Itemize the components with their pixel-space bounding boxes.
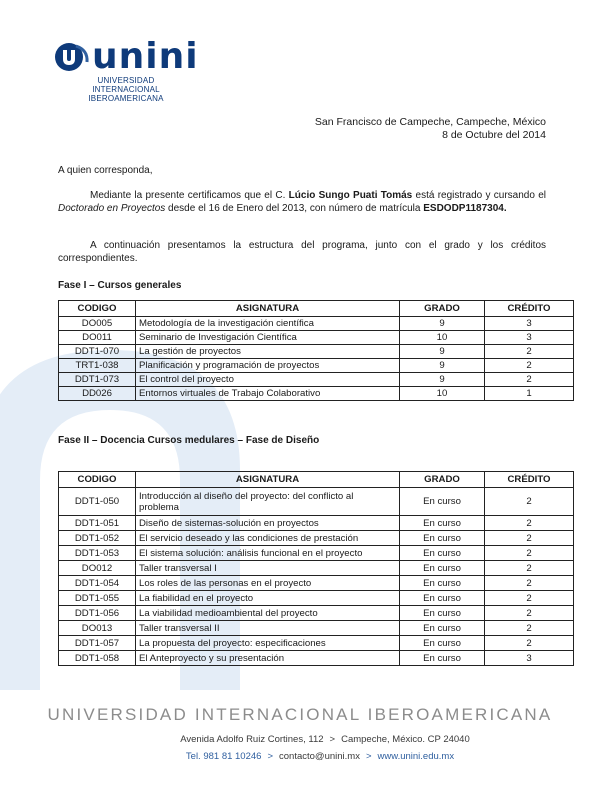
footer-university-name: UNIVERSIDAD INTERNACIONAL IBEROAMERICANA [47, 705, 553, 724]
cell-credit: 2 [485, 546, 574, 561]
phase2-title: Fase II – Docencia Cursos medulares – Fase de Diseño [58, 435, 320, 446]
cell-code: TRT1-038 [59, 359, 136, 373]
cell-subject: El sistema solución: análisis funcional en el proyecto [136, 546, 400, 561]
table-row [59, 606, 574, 621]
place: San Francisco de Campeche, Campeche, México [314, 116, 546, 128]
cell-credit: 2 [485, 516, 574, 531]
cell-subject: La gestión de proyectos [136, 345, 400, 359]
cell-code: DO012 [59, 561, 136, 576]
cell-code: DD026 [59, 387, 136, 401]
cell-credit: 2 [485, 359, 574, 373]
cell-grade: En curso [400, 636, 485, 651]
cell-grade: En curso [400, 591, 485, 606]
cell-code: DDT1-056 [59, 606, 136, 621]
table-row [59, 331, 574, 345]
cell-grade: En curso [400, 621, 485, 636]
cell-subject: El servicio deseado y las condiciones de prestación [136, 531, 400, 546]
table-row [59, 488, 574, 516]
footer-website[interactable]: www.unini.edu.mx [377, 751, 455, 762]
footer-email[interactable]: contacto@unini.mx [279, 751, 360, 762]
header-code: CODIGO [59, 472, 136, 488]
cell-credit: 2 [485, 561, 574, 576]
cell-subject: El control del proyecto [136, 373, 400, 387]
table-row [59, 546, 574, 561]
table-row [59, 359, 574, 373]
cell-subject: Planificación y programación de proyectos [136, 359, 400, 373]
cell-subject: Introducción al diseño del proyecto: del conflicto al problema [136, 488, 400, 516]
cell-grade: En curso [400, 561, 485, 576]
cell-credit: 2 [485, 591, 574, 606]
table-row [59, 561, 574, 576]
header-credit: CRÉDITO [485, 301, 574, 317]
cell-grade: En curso [400, 546, 485, 561]
cell-code: DDT1-058 [59, 651, 136, 666]
cell-grade: En curso [400, 651, 485, 666]
table-row [59, 345, 574, 359]
cell-subject: Taller transversal II [136, 621, 400, 636]
table-row [59, 591, 574, 606]
table-header-row [59, 472, 574, 488]
cell-credit: 3 [485, 651, 574, 666]
cell-grade: 9 [400, 359, 485, 373]
header-grade: GRADO [400, 301, 485, 317]
cell-code: DDT1-057 [59, 636, 136, 651]
cell-code: DDT1-051 [59, 516, 136, 531]
cell-subject: El Anteproyecto y su presentación [136, 651, 400, 666]
cell-grade: 10 [400, 387, 485, 401]
cell-code: DDT1-054 [59, 576, 136, 591]
structure-intro-paragraph: A continuación presentamos la estructura del programa, junto con el grado y los créditos correspondientes. [58, 240, 546, 264]
place-and-date [315, 116, 546, 142]
cell-subject: Los roles de las personas en el proyecto [136, 576, 400, 591]
header-subject: ASIGNATURA [136, 301, 400, 317]
table-row [59, 373, 574, 387]
logo-mark-icon [54, 42, 90, 72]
cell-code: DDT1-053 [59, 546, 136, 561]
cell-grade: En curso [400, 606, 485, 621]
cell-code: DDT1-073 [59, 373, 136, 387]
cell-subject: Entornos virtuales de Trabajo Colaborativo [136, 387, 400, 401]
cell-credit: 2 [485, 345, 574, 359]
cell-grade: En curso [400, 576, 485, 591]
cell-credit: 2 [485, 373, 574, 387]
cell-code: DDT1-055 [59, 591, 136, 606]
cell-credit: 2 [485, 621, 574, 636]
cell-code: DO011 [59, 331, 136, 345]
cell-credit: 2 [485, 488, 574, 516]
table-row [59, 576, 574, 591]
cell-grade: En curso [400, 488, 485, 516]
cell-credit: 3 [485, 331, 574, 345]
phase1-table [58, 300, 574, 401]
phase2-table [58, 471, 574, 666]
header-credit: CRÉDITO [485, 472, 574, 488]
phase1-title: Fase I – Cursos generales [58, 280, 182, 291]
cell-grade: 9 [400, 373, 485, 387]
university-logo [54, 36, 204, 103]
cell-credit: 2 [485, 636, 574, 651]
header-subject: ASIGNATURA [136, 472, 400, 488]
cell-grade: En curso [400, 516, 485, 531]
cell-code: DDT1-052 [59, 531, 136, 546]
table-row [59, 387, 574, 401]
cell-credit: 2 [485, 531, 574, 546]
cell-grade: En curso [400, 531, 485, 546]
cell-grade: 9 [400, 317, 485, 331]
cell-subject: La propuesta del proyecto: especificaciones [136, 636, 400, 651]
table-row [59, 531, 574, 546]
header-code: CODIGO [59, 301, 136, 317]
cell-subject: Diseño de sistemas-solución en proyectos [136, 516, 400, 531]
table-row [59, 317, 574, 331]
cell-grade: 9 [400, 345, 485, 359]
footer-phone: Tel. 981 81 10246 [185, 751, 262, 762]
certification-paragraph: Mediante la presente certificamos que el C. Lúcio Sungo Puati Tomás está registrado y cursando el Doctorado en Proyectos desde el 16 de Enero del 2013, con número de matrícula ESDODP1187304. [58, 190, 546, 214]
cell-subject: Metodología de la investigación científica [136, 317, 400, 331]
table-row [59, 621, 574, 636]
table-row [59, 636, 574, 651]
cell-code: DDT1-050 [59, 488, 136, 516]
header-grade: GRADO [400, 472, 485, 488]
date: 8 de Octubre del 2014 [442, 129, 546, 141]
cell-subject: Taller transversal I [136, 561, 400, 576]
logo-subtitle: UNIVERSIDAD INTERNACIONAL IBEROAMERICANA [88, 76, 164, 103]
cell-subject: La viabilidad medioambiental del proyecto [136, 606, 400, 621]
cell-code: DO013 [59, 621, 136, 636]
cell-credit: 1 [485, 387, 574, 401]
footer-contact: Tel. 981 81 10246 > contacto@unini.mx > www.unini.edu.mx [185, 751, 455, 762]
cell-credit: 2 [485, 576, 574, 591]
cell-code: DDT1-070 [59, 345, 136, 359]
matricula-number: ESDODP1187304. [423, 203, 507, 214]
cell-credit: 3 [485, 317, 574, 331]
cell-subject: La fiabilidad en el proyecto [136, 591, 400, 606]
student-name: Lúcio Sungo Puati Tomás [288, 190, 413, 201]
salutation: A quien corresponda, [58, 165, 153, 176]
cell-subject: Seminario de Investigación Científica [136, 331, 400, 345]
table-row [59, 651, 574, 666]
table-row [59, 516, 574, 531]
table-header-row [59, 301, 574, 317]
cell-code: DO005 [59, 317, 136, 331]
program-name: Doctorado en Proyectos [58, 203, 166, 214]
footer-address: Avenida Adolfo Ruiz Cortines, 112 > Campeche, México. CP 24040 [180, 734, 470, 745]
cell-credit: 2 [485, 606, 574, 621]
logo-wordmark: unini [92, 36, 199, 77]
cell-grade: 10 [400, 331, 485, 345]
